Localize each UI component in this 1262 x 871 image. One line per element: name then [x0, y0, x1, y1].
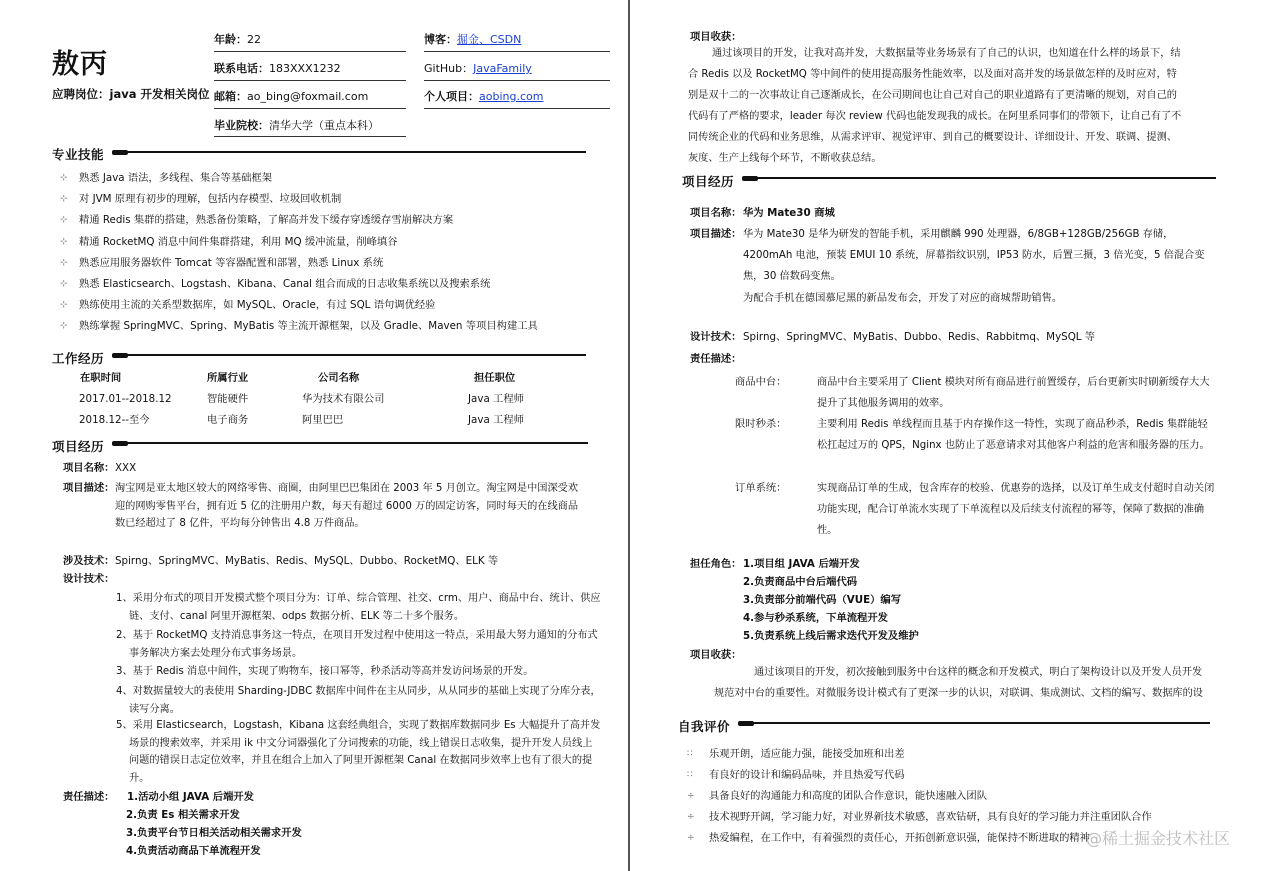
design-item: 2、基于 RocketMQ 支持消息事务这一特点，在项目开发过程中使用这一特点，采用最大努力通知的分布式事务解决方案去处理分布式事务场景。 [116, 630, 598, 659]
skill-item: 熟练掌握 SpringMVC、Spring、MyBatis 等主流开源框架，以及 Gradle、Maven 等项目构建工具 [79, 320, 538, 333]
design-item: 4、对数据量较大的表使用 Sharding-JDBC 数据库中间件在主从同步，从从同步的基础上实现了分库分表，读写分离。 [116, 686, 601, 715]
self-eval-heading: 自我评价 [678, 719, 731, 734]
age-label: 年龄： [214, 33, 247, 46]
github-link[interactable]: JavaFamily [473, 62, 532, 75]
design-item: 5、采用 Elasticsearch，Logstash，Kibana 这套经典组合，实现了数据库数据同步 Es 大幅提升了高并发场景的搜索效率，并采用 ik 中文分词器强化了分词搜索的功能，线上错误日志收集，提升开发人员线上问题的错误日志定位效率，并且在组合上加入了阿里开源框架 Canal 在数据同步效率上也有了很大的提升。 [116, 720, 601, 784]
resp-key: 商品中台： [735, 376, 787, 388]
resp-key: 限时秒杀： [735, 418, 787, 430]
bullet-icon: ÷ [687, 791, 695, 801]
personal-project-link[interactable]: aobing.com [479, 90, 544, 103]
project-name-label: 项目名称： [63, 462, 115, 474]
bullet-icon: ⊹ [60, 257, 68, 268]
bullet-icon: ∷ [687, 749, 693, 759]
email-row [214, 90, 368, 104]
self-eval-item: 热爱编程，在工作中，有着强烈的责任心，开拓创新意识强，能保持不断进取的精神 [709, 832, 1090, 844]
phone-row [214, 62, 341, 76]
resp-value: 实现商品订单的生成，包含库存的校验、优惠券的选择，以及订单生成支付超时自动关闭功能实现，配合订单流水实现了下单流程以及后续支付流程的幂等，保障了数据的准确性。 [817, 483, 1215, 536]
blog-link[interactable]: 掘金、CSDN [457, 33, 522, 46]
personal-project-label: 个人项目： [424, 90, 479, 103]
project-name-label-2: 项目名称： [690, 207, 742, 219]
github-row [424, 62, 532, 76]
bullet-icon: ⊹ [60, 300, 68, 311]
work-cell: Java 工程师 [468, 393, 524, 405]
tech-stack-2: Spirng、SpringMVC、MyBatis、Dubbo、Redis、Rabbitmq、MySQL 等 [743, 331, 1096, 343]
self-eval-item: 技术视野开阔，学习能力好，对业界新技术敏感，喜欢钻研，具有良好的学习能力并注重团队合作 [709, 811, 1152, 823]
role-item: 4.参与秒杀系统，下单流程开发 [743, 612, 888, 624]
work-cell: 2017.01--2018.12 [79, 393, 172, 405]
skill-item: 熟练使用主流的关系型数据库，如 MySQL、Oracle，有过 SQL 语句调优经验 [79, 299, 436, 312]
resp-value: 主要利用 Redis 单线程而且基于内存操作这一特性，实现了商品秒杀，Redis 集群能轻松扛起过万的 QPS，Nginx 也防止了恶意请求对其他客户利益的危害和服务器的压力。 [817, 419, 1210, 451]
role-item: 5.负责系统上线后需求迭代开发及维护 [743, 630, 919, 642]
design-label: 设计技术： [63, 573, 115, 585]
duty-item: 4.负责活动商品下单流程开发 [126, 845, 261, 857]
self-eval-item: 具备良好的沟通能力和高度的团队合作意识，能快速融入团队 [709, 790, 988, 802]
gain1-label: 项目收获： [690, 31, 742, 43]
project-heading-2: 项目经历 [682, 174, 735, 189]
gain2-text: 通过该项目的开发，初次接触到服务中台这样的概念和开发模式，明白了架构设计以及开发人员开发规范对中台的重要性。对微服务设计模式有了更深一步的认识，对联调、集成测试、文档的编写、数据库的设 [714, 667, 1203, 699]
work-cell: 2018.12--至今 [79, 414, 150, 426]
work-column-header: 担任职位 [474, 372, 516, 384]
skill-item: 精通 RocketMQ 消息中间件集群搭建，利用 MQ 缓冲流量，削峰填谷 [79, 235, 398, 248]
role-item: 3.负责部分前端代码（VUE）编写 [743, 594, 902, 606]
email-value: ao_bing@foxmail.com [247, 90, 369, 103]
self-eval-item: 有良好的设计和编码品味，并且热爱写代码 [709, 769, 905, 781]
watermark: @稀土掘金技术社区 [1086, 829, 1231, 848]
blog-label: 博客： [424, 33, 457, 46]
design-item: 3、基于 Redis 消息中间件，实现了购物车，接口幂等，秒杀活动等高并发访问场景的开发。 [116, 666, 534, 677]
work-cell: 阿里巴巴 [302, 414, 344, 426]
work-column-header: 公司名称 [318, 372, 360, 384]
bullet-icon: ⊹ [60, 194, 68, 205]
work-cell: Java 工程师 [468, 414, 524, 426]
project-desc-label-2: 项目描述： [690, 228, 742, 240]
candidate-name: 敖丙 [52, 49, 108, 80]
work-cell: 智能硬件 [207, 393, 249, 405]
bullet-icon: ⊹ [60, 215, 68, 226]
project-description-2: 华为 Mate30 是华为研发的智能手机，采用麒麟 990 处理器，6/8GB+128GB/256GB 存储，4200mAh 电池，预装 EMUI 10 系统，屏幕指纹识别，IP53 防水，后置三摄，3 倍光变，5 倍混合变焦，30 倍数码变焦。 [743, 229, 1205, 282]
role-item: 1.项目组 JAVA 后端开发 [743, 558, 860, 570]
github-label: GitHub： [424, 62, 474, 75]
duty-label: 责任描述： [63, 791, 115, 803]
duty-item: 2.负责 Es 相关需求开发 [126, 809, 240, 821]
phone-value: 183XXX1232 [269, 62, 341, 75]
bullet-icon: ⊹ [60, 173, 68, 183]
school-row [214, 119, 379, 133]
age-value: 22 [247, 33, 261, 46]
role-item: 2.负责商品中台后端代码 [743, 576, 858, 588]
bullet-icon: ⊹ [60, 236, 68, 247]
bullet-icon: ÷ [687, 833, 695, 843]
tech-stack: Spirng、SpringMVC、MyBatis、Redis、MySQL、Dubbo、RocketMQ、ELK 等 [115, 555, 499, 567]
school-value: 清华大学（重点本科） [269, 119, 379, 132]
project-desc-label: 项目描述： [63, 482, 115, 494]
gain1-text: 通过该项目的开发，让我对高并发，大数据量等业务场景有了自己的认识，也知道在什么样的场景下，结合 Redis 以及 RocketMQ 等中间件的使用提高服务性能效率，以及面对高并发的场景做怎样的及时应对，特别是双十二的一次事故让自己逐渐成长，在公司期间也让自己对自己的职业道路有了更清晰的规划，对自己的代码有了严格的要求，leader 每次 review 代码也能发现我的成长。在阿里系同事们的带领下，让自己有了不同传统企业的代码和业务思维，从需求评审、视觉评审、到自己的概要设计、详细设计、开发、联调、提测、灰度、生产上线每个环节，不断收获总结。 [688, 48, 1182, 164]
duty-item: 1.活动小组 JAVA 后端开发 [127, 791, 254, 803]
school-label: 毕业院校： [214, 119, 269, 132]
tech-label-2: 设计技术： [690, 331, 742, 343]
skill-item: 熟悉 Elasticsearch、Logstash、Kibana、Canal 组合而成的日志收集系统以及搜索系统 [79, 278, 491, 290]
work-cell: 华为技术有限公司 [302, 393, 385, 405]
resp-value: 商品中台主要采用了 Client 模块对所有商品进行前置缓存，后台更新实时刷新缓存大大提升了其他服务调用的效率。 [817, 377, 1210, 409]
design-item: 1、采用分布式的项目开发模式整个项目分为：订单、综合管理、社交、crm、用户、商品中台、统计、供应链、支付、canal 阿里开源框架、odps 数据分析、ELK 等二十多个服务。 [116, 593, 601, 622]
work-column-header: 所属行业 [207, 372, 249, 384]
skill-item: 熟悉应用服务器软件 Tomcat 等容器配置和部署，熟悉 Linux 系统 [79, 256, 384, 269]
skill-item: 对 JVM 原理有初步的理解，包括内存模型、垃圾回收机制 [79, 193, 342, 206]
skill-item: 熟悉 Java 语法，多线程、集合等基础框架 [79, 172, 273, 184]
resp-key: 订单系统： [735, 482, 787, 494]
tech-label: 涉及技术： [63, 555, 115, 567]
project-name: XXX [115, 462, 137, 474]
resume-page-right [630, 0, 1262, 871]
skill-item: 精通 Redis 集群的搭建，熟悉备份策略，了解高并发下缓存穿透缓存雪崩解决方案 [79, 214, 454, 227]
bullet-icon: ⊹ [60, 321, 68, 332]
duty-item: 3.负责平台节日相关活动相关需求开发 [126, 827, 302, 839]
project-name-2: 华为 Mate30 商城 [743, 207, 835, 219]
work-heading: 工作经历 [52, 351, 105, 366]
blog-row [424, 33, 521, 47]
role-label: 担任角色： [690, 558, 742, 570]
self-eval-item: 乐观开朗，适应能力强，能接受加班和出差 [709, 748, 905, 760]
age-row [214, 33, 261, 47]
work-cell: 电子商务 [207, 414, 249, 426]
phone-label: 联系电话： [214, 62, 269, 75]
gain2-label: 项目收获： [690, 649, 742, 661]
project-description: 淘宝网是亚太地区较大的网络零售、商圈，由阿里巴巴集团在 2003 年 5 月创立。淘宝网是中国深受欢迎的网购零售平台，拥有近 5 亿的注册用户数，每天有超过 6000 万的固定访客，同时每天的在线商品数已经超过了 8 亿件，平均每分钟售出 4.8 万件商品。 [115, 483, 579, 529]
project-heading: 项目经历 [52, 439, 105, 454]
project-description-2b: 为配合手机在德国慕尼黑的新品发布会，开发了对应的商城帮助销售。 [743, 292, 1063, 304]
resume-page-left [0, 0, 628, 871]
bullet-icon: ⊹ [60, 279, 68, 289]
bullet-icon: ∷ [687, 770, 693, 780]
work-column-header: 在职时间 [80, 372, 122, 384]
skills-heading: 专业技能 [52, 147, 105, 162]
resp-label: 责任描述： [690, 353, 742, 365]
applied-position: 应聘岗位：java 开发相关岗位 [52, 87, 210, 101]
email-label: 邮箱： [214, 90, 247, 103]
bullet-icon: ÷ [687, 812, 695, 822]
personal-project-row [424, 90, 543, 104]
